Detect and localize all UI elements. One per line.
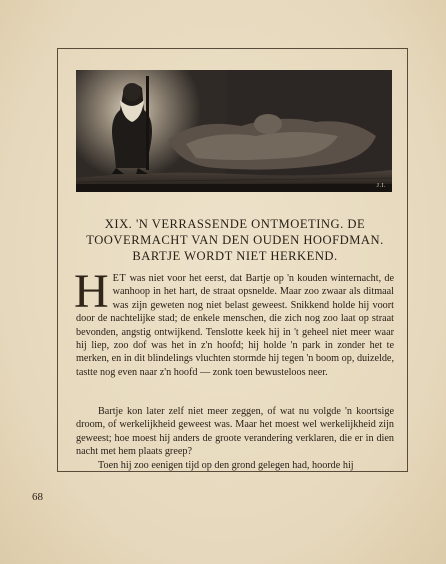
page-number: 68 [32,491,43,503]
drop-cap: H [74,265,109,318]
chapter-heading: XIX. 'N VERRASSENDE ONTMOETING. DE TOOVERMACHT VAN DEN OUDEN HOOFDMAN. BARTJE WORDT NIET HERKEND. [86,217,384,263]
paragraph-3: Toen hij zoo eenigen tijd op den grond gelegen had, hoorde hij [98,460,354,471]
paragraph-2: Bartje kon later zelf niet meer zeggen, of wat nu volgde 'n koortsige droom, of werkelijkheid geweest was. Maar het moest wel werkelijkheid zijn geweest; hoe moest hij anders de groote verandering verklaren, die er in dien nacht met hem plaats greep? [76,406,394,458]
woodcut-image [76,70,392,192]
paragraph-1-caps: ET [112,273,127,284]
paragraph-1-text: was niet voor het eerst, dat Bartje op 'n kouden winternacht, de wanhoop in het hart, de straat opsnelde. Maar zoo zwaar als ditmaal was zijn geweten nog niet belast geweest. Snikkend holde hij voort door de nachtelijke stad; de enkele menschen, die zich nog zoo laat op straat bevonden, angstig ontwijkend. Tenslotte keek hij in 't geheel niet meer waar hij liep, zoo dof was het in z'n hoofd; hij holde 'n park in zonder het te merken, en in dit blindelings vluchten stormde hij tegen 'n boom op, duizelde, tastte nog even naar z'n hoofd — zonk toen bewusteloos neer. [76,273,394,378]
illustrator-monogram: J.I. [376,183,386,189]
chapter-illustration [76,70,392,192]
paragraph-1 [74,265,394,379]
